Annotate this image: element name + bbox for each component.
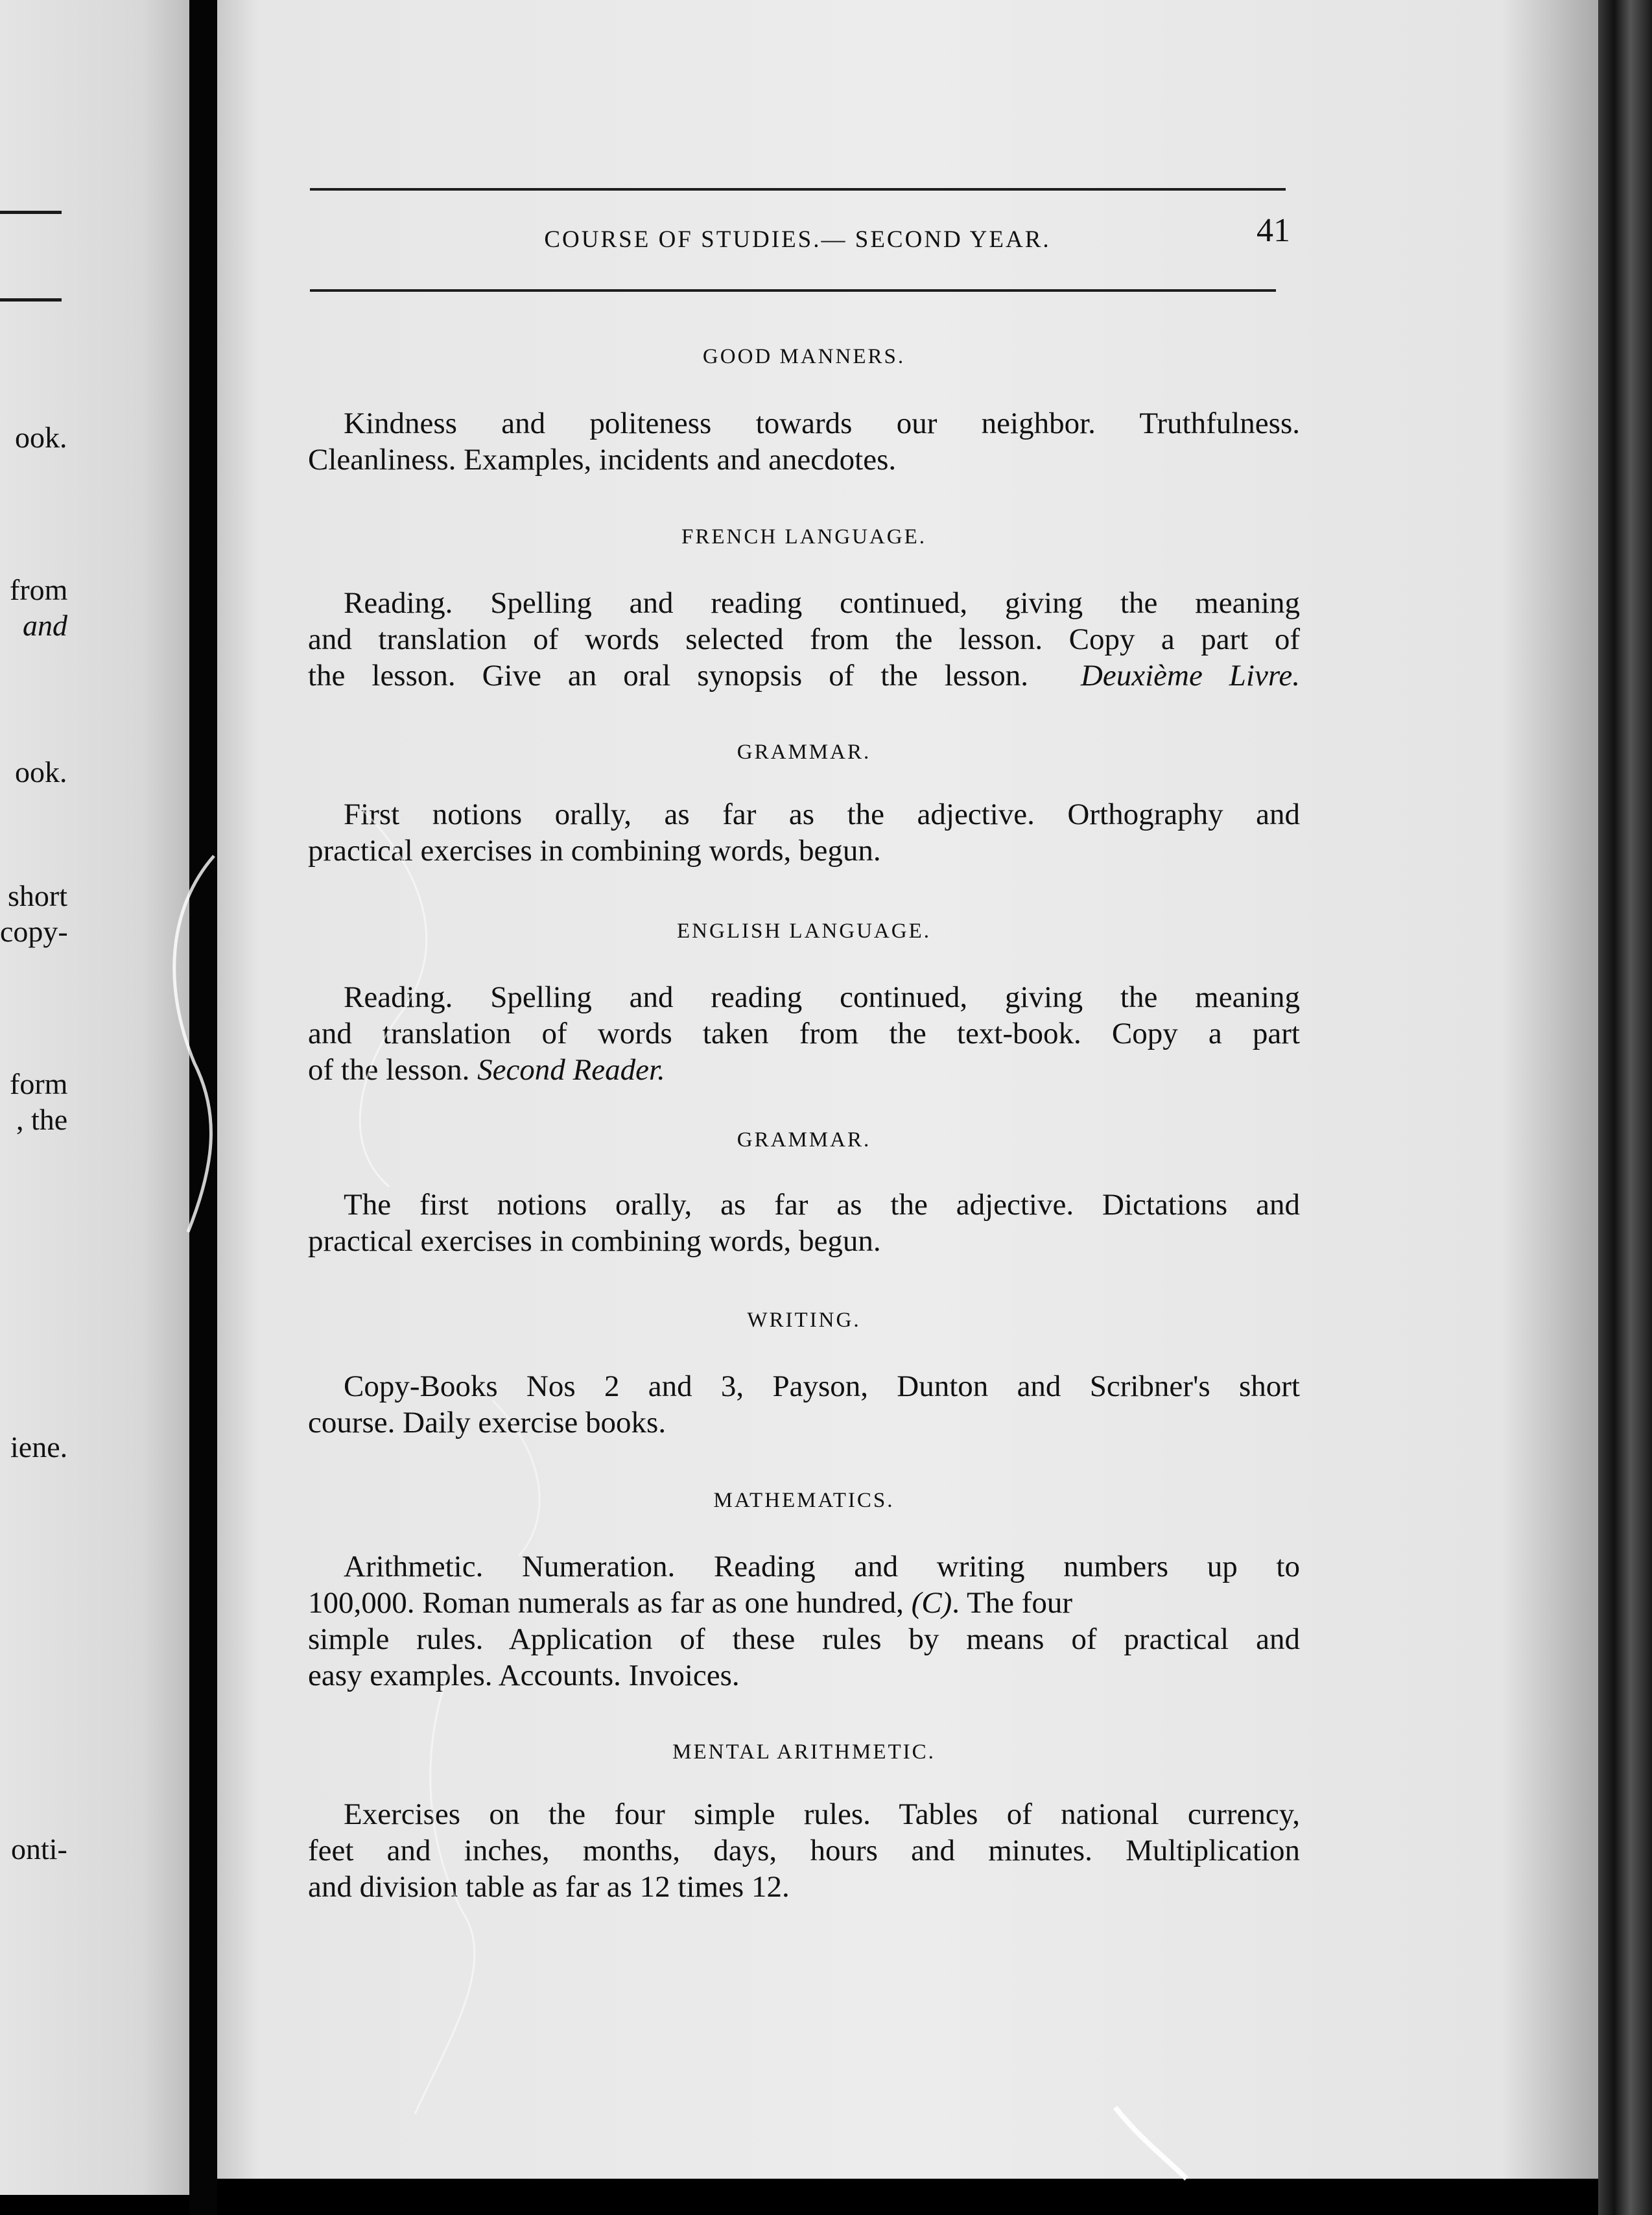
paragraph-line: Arithmetic. Numeration. Reading and writing numbers up to: [344, 1550, 1300, 1583]
italic-title: Deuxième Livre.: [1080, 659, 1300, 693]
paragraph-line: Exercises on the four simple rules. Tables of national currency,: [344, 1797, 1300, 1831]
section-heading: ENGLISH LANGUAGE.: [677, 919, 931, 943]
section-heading: MENTAL ARITHMETIC.: [672, 1740, 936, 1764]
section-heading: FRENCH LANGUAGE.: [681, 525, 926, 549]
paragraph-line: Copy-Books Nos 2 and 3, Payson, Dunton and Scribner's short: [344, 1369, 1300, 1403]
line-text: 100,000. Roman numerals as far as one hundred,: [308, 1586, 904, 1620]
line-text: of the lesson.: [308, 1053, 470, 1087]
left-fragment: form: [10, 1067, 68, 1100]
paragraph-line: simple rules. Application of these rules by means of practical and: [308, 1622, 1300, 1656]
paragraph-line: First notions orally, as far as the adjective. Orthography and: [344, 798, 1300, 831]
section-heading: GOOD MANNERS.: [702, 345, 906, 368]
page-number: 41: [1257, 212, 1290, 249]
italic-letter: (C): [911, 1586, 952, 1620]
section-heading: GRAMMAR.: [737, 1128, 871, 1152]
section-heading: GRAMMAR.: [737, 740, 871, 764]
paragraph-line: feet and inches, months, days, hours and minutes. Multiplication: [308, 1834, 1300, 1867]
paragraph-line: Kindness and politeness towards our neighbor. Truthfulness.: [344, 407, 1300, 440]
paragraph-line: practical exercises in combining words, begun.: [308, 834, 881, 868]
paragraph-line: practical exercises in combining words, begun.: [308, 1224, 881, 1258]
paragraph-line: course. Daily exercise books.: [308, 1406, 667, 1439]
left-fragment: ook.: [15, 421, 67, 454]
running-head: COURSE OF STUDIES.— SECOND YEAR.: [544, 226, 1051, 253]
left-fragment: ook.: [15, 755, 67, 788]
paragraph-line: Reading. Spelling and reading continued, giving the meaning: [344, 586, 1300, 620]
line-text: . The four: [952, 1586, 1073, 1620]
left-fragment: , the: [16, 1103, 68, 1136]
paragraph-line: and division table as far as 12 times 12.: [308, 1870, 790, 1904]
paragraph-line: The first notions orally, as far as the adjective. Dictations and: [344, 1188, 1300, 1222]
left-fragment: iene.: [10, 1430, 68, 1463]
line-text: the lesson. Give an oral synopsis of the lesson.: [308, 659, 1028, 693]
paragraph-line: Reading. Spelling and reading continued, giving the meaning: [344, 980, 1300, 1014]
section-heading: WRITING.: [747, 1309, 861, 1332]
left-fragment: and: [23, 609, 67, 642]
left-fragment: short: [8, 879, 67, 912]
paragraph-line: Cleanliness. Examples, incidents and anecdotes.: [308, 443, 897, 477]
paragraph-line: easy examples. Accounts. Invoices.: [308, 1659, 740, 1692]
paragraph-line: and translation of words taken from the text-book. Copy a part: [308, 1017, 1300, 1050]
italic-title: Second Reader.: [477, 1053, 665, 1087]
left-fragment: copy-: [0, 915, 68, 948]
left-fragment: from: [10, 573, 68, 606]
left-fragment: onti-: [11, 1832, 67, 1866]
section-heading: MATHEMATICS.: [713, 1489, 895, 1512]
paragraph-line: and translation of words selected from the lesson. Copy a part of: [308, 622, 1300, 656]
